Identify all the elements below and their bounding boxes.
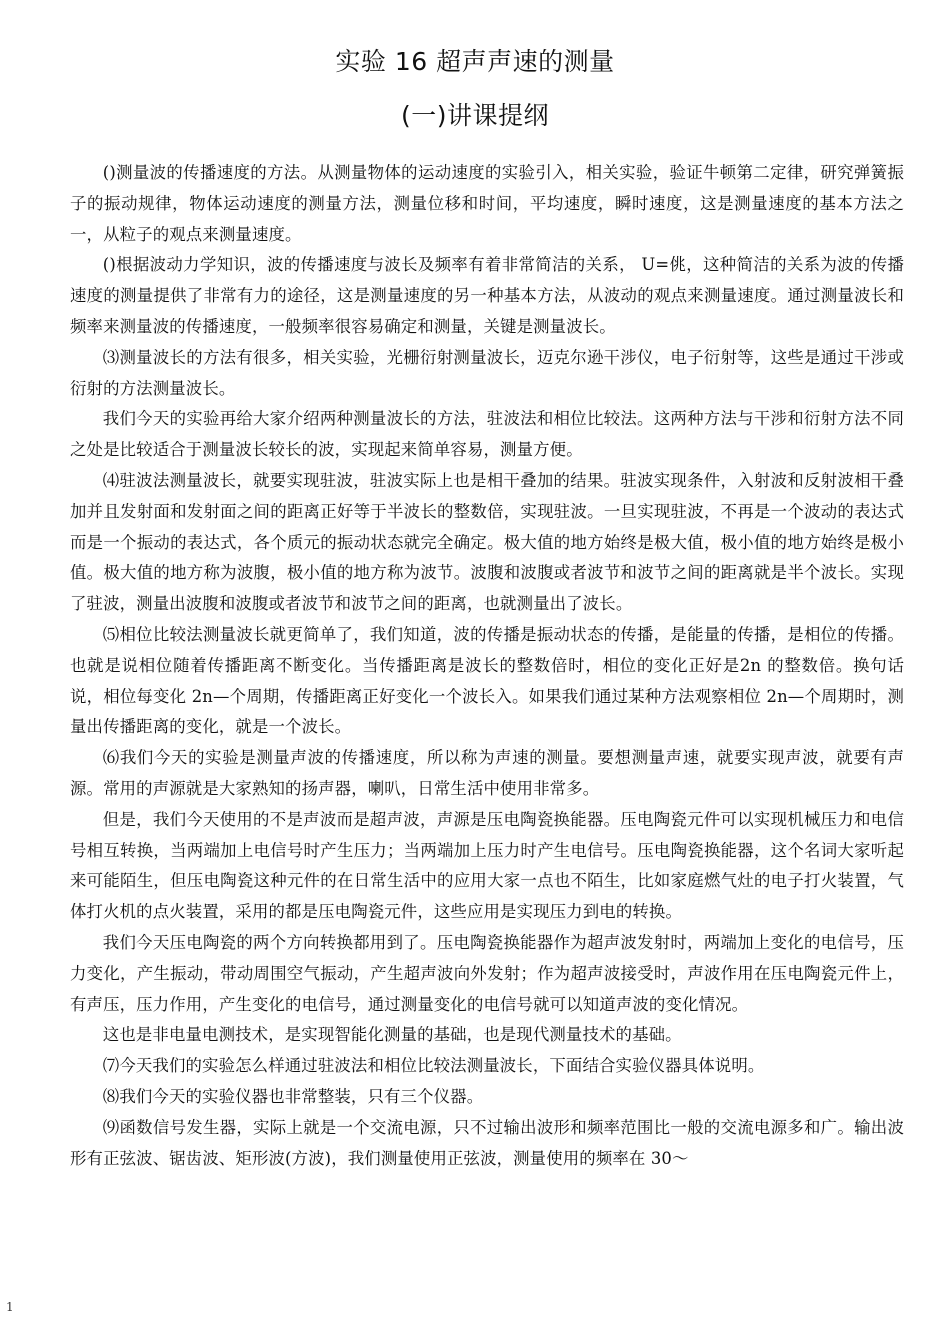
- paragraph: 我们今天压电陶瓷的两个方向转换都用到了。压电陶瓷换能器作为超声波发射时，两端加上变化的电信号，压力变化，产生振动，带动周围空气振动，产生超声波向外发射；作为超声波接受时，声波作用在压电陶瓷元件上，有声压，压力作用，产生变化的电信号，通过测量变化的电信号就可以知道声波的变化情况。: [70, 932, 904, 1014]
- paragraph: ⑼函数信号发生器，实际上就是一个交流电源，只不过输出波形和频率范围比一般的交流电源多和广。输出波形有正弦波、锯齿波、矩形波(方波)，我们测量使用正弦波，测量使用的频率在 30〜: [70, 1117, 904, 1168]
- paragraph: 我们今天的实验再给大家介绍两种测量波长的方法，驻波法和相位比较法。这两种方法与干涉和衍射方法不同之处是比较适合于测量波长较长的波，实现起来简单容易，测量方便。: [70, 409, 904, 460]
- paragraph: ⑷驻波法测量波长，就要实现驻波，驻波实际上也是相干叠加的结果。驻波实现条件，入射波和反射波相干叠加并且发射面和发射面之间的距离正好等于半波长的整数倍，实现驻波。一旦实现驻波，不再是一个波动的表达式而是一个振动的表达式，各个质元的振动状态就完全确定。极大值的地方始终是极大值，极小值的地方始终是极小值。极大值的地方称为波腹，极小值的地方称为波节。波腹和波腹或者波节和波节之间的距离就是半个波长。实现了驻波，测量出波腹和波腹或者波节和波节之间的距离，也就测量出了波长。: [70, 470, 904, 614]
- body-text: [70, 158, 904, 1174]
- paragraph: ⑺今天我们的实验怎么样通过驻波法和相位比较法测量波长，下面结合实验仪器具体说明。: [102, 1056, 765, 1076]
- page-number: 1: [6, 1300, 14, 1314]
- paragraph: ⑻我们今天的实验仪器也非常整装，只有三个仪器。: [102, 1086, 484, 1106]
- paragraph: ⑸相位比较法测量波长就更简单了，我们知道，波的传播是振动状态的传播，是能量的传播，是相位的传播。也就是说相位随着传播距离不断变化。当传播距离是波长的整数倍时，相位的变化正好是2n 的整数倍。换句话说，相位每变化 2n—个周期，传播距离正好变化一个波长入。如果我们通过某种方法观察相位 2n—个周期时，测量出传播距离的变化，就是一个波长。: [70, 624, 904, 737]
- section-heading: (一)讲课提纲: [400, 101, 549, 130]
- paragraph: ()测量波的传播速度的方法。从测量物体的运动速度的实验引入，相关实验，验证牛顿第二定律，研究弹簧振子的振动规律，物体运动速度的测量方法，测量位移和时间，平均速度，瞬时速度，这是测量速度的基本方法之一，从粒子的观点来测量速度。: [70, 163, 904, 244]
- paragraph: ()根据波动力学知识，波的传播速度与波长及频率有着非常简洁的关系， U=佻，这种简洁的关系为波的传播速度的测量提供了非常有力的途径，这是测量速度的另一种基本方法，从波动的观点来测量速度。通过测量波长和频率来测量波的传播速度，一般频率很容易确定和测量，关键是测量波长。: [70, 255, 904, 336]
- paragraph: ⑶测量波长的方法有很多，相关实验，光栅衍射测量波长，迈克尔逊干涉仪，电子衍射等，这些是通过干涉或衍射的方法测量波长。: [70, 347, 904, 398]
- paragraph: 这也是非电量电测技术，是实现智能化测量的基础，也是现代测量技术的基础。: [102, 1025, 682, 1045]
- paragraph: ⑹我们今天的实验是测量声波的传播速度，所以称为声速的测量。要想测量声速，就要实现声波，就要有声源。常用的声源就是大家熟知的扬声器，喇叭，日常生活中使用非常多。: [70, 748, 904, 798]
- paragraph: 但是，我们今天使用的不是声波而是超声波，声源是压电陶瓷换能器。压电陶瓷元件可以实现机械压力和电信号相互转换，当两端加上电信号时产生压力；当两端加上压力时产生电信号。压电陶瓷换能器，这个名词大家听起来可能陌生，但压电陶瓷这种元件的在日常生活中的应用大家一点也不陌生，比如家庭燃气灶的电子打火装置，气体打火机的点火装置，采用的都是压电陶瓷元件，这些应用是实现压力到电的转换。: [70, 809, 904, 922]
- page-title: 实验 16 超声声速的测量: [335, 47, 615, 76]
